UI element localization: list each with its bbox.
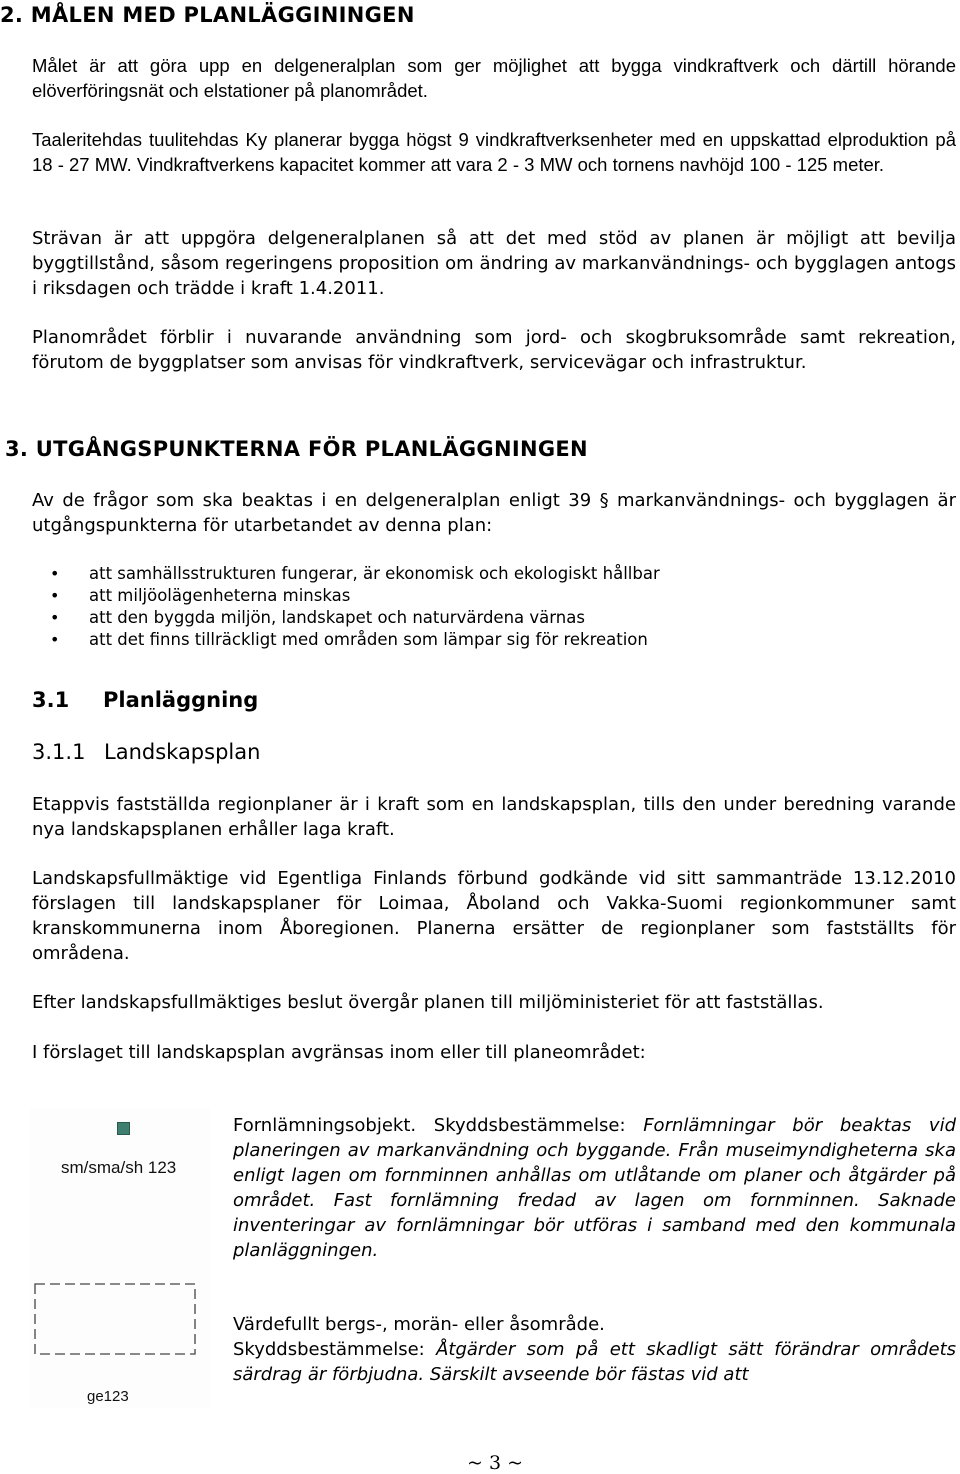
geologic-description [233,1312,956,1387]
section-2-paragraph-2: Taaleritehdas tuulitehdas Ky planerar bygga högst 9 vindkraftverksenheter med en uppskattad elproduktion på 18 - 27 MW. Vindkraftverkens kapacitet kommer att vara 2 - 3 MW och tornens navhöjd 100 - 125 meter. [32,129,956,175]
section-3-heading: 3. UTGÅNGSPUNKTERNA FÖR PLANLÄGGNINGEN [5,437,588,461]
fornlamning-symbol-label: sm/sma/sh 123 [61,1158,177,1177]
sub-subsection-title: Landskapsplan [104,740,261,764]
criteria-list [50,563,750,651]
geologic-symbol-label: ge123 [87,1388,129,1405]
section-2-paragraph-1: Målet är att göra upp en delgeneralplan som ger möjlighet att bygga vindkraftverk och därtill hörande elöverföringsnät och elstationer på planområdet. [32,55,956,101]
fornlamning-regulation: Fornlämningar bör beaktas vid planeringen av markanvändning och byggande. Från museimyndigheterna ska enligt lagen om fornminnen anhållas om utlåtande om planer och åtgärder på området. Fast fornlämning fredad av lagen om fornminnen. Saknade inventeringar av fornlämningar bör utföras i samband med den kommunala planläggningen. [233,1115,956,1261]
list-item: • att miljöolägenheterna minskas [50,585,750,607]
sub-subsection-number: 3.1.1 [32,740,86,764]
landskapsplan-paragraph-4: I förslaget till landskapsplan avgränsas inom eller till planeområdet: [32,1042,646,1063]
fornlamning-label: Fornlämningsobjekt. Skyddsbestämmelse: [233,1115,644,1136]
list-item: • att det finns tillräckligt med områden som lämpar sig för rekreation [50,629,750,651]
landskapsplan-paragraph-3: Efter landskapsfullmäktiges beslut övergår planen till miljöministeriet för att fastställas. [32,992,824,1013]
landskapsplan-paragraph-1: Etappvis fastställda regionplaner är i kraft som en landskapsplan, tills den under beredning varande nya landskapsplanen erhåller laga kraft. [32,794,956,840]
fornlamning-symbol-square [117,1122,130,1135]
subsection-title: Planläggning [103,688,259,712]
geologic-area-symbol [30,1278,210,1368]
section-3-intro: Av de frågor som ska beaktas i en delgeneralplan enligt 39 § markanvändnings- och bygglagen är utgångspunkterna för utarbetandet av denna plan: [32,490,956,536]
list-item: • att samhällsstrukturen fungerar, är ekonomisk och ekologiskt hållbar [50,563,750,585]
section-2-paragraph-3: Strävan är att uppgöra delgeneralplanen så att det med stöd av planen är möjligt att bevilja byggtillstånd, såsom regeringens proposition om ändring av markanvändnings- och bygglagen antogs i riksdagen och trädde i kraft 1.4.2011. [32,228,956,299]
page-number: ~ 3 ~ [466,1452,523,1474]
fornlamning-description [233,1113,956,1263]
list-item: • att den byggda miljön, landskapet och naturvärdena värnas [50,607,750,629]
geologic-label: Skyddsbestämmelse: [233,1339,437,1360]
geologic-regulation: Åtgärder som på ett skadligt sätt förändrar områdets särdrag är förbjudna. Särskilt avseende bör fästas vid att [233,1339,957,1385]
section-2-paragraph-4: Planområdet förblir i nuvarande användning som jord- och skogbruksområde samt rekreation, förutom de byggplatser som anvisas för vindkraftverk, servicevägar och infrastruktur. [32,327,956,373]
legend-symbols-panel [30,1108,210,1408]
landskapsplan-paragraph-2: Landskapsfullmäktige vid Egentliga Finlands förbund godkände vid sitt sammanträde 13.12.2010 förslagen till landskapsplaner för Loimaa, Åboland och Vakka-Suomi regionkommuner samt kranskommunerna inom Åboregionen. Planerna ersätter de regionplaner som fastställts för områdena. [32,868,956,964]
geologic-title: Värdefullt bergs-, morän- eller åsområde. [233,1314,605,1335]
subsection-number: 3.1 [32,688,70,712]
section-2-heading: 2. MÅLEN MED PLANLÄGGININGEN [0,3,415,27]
